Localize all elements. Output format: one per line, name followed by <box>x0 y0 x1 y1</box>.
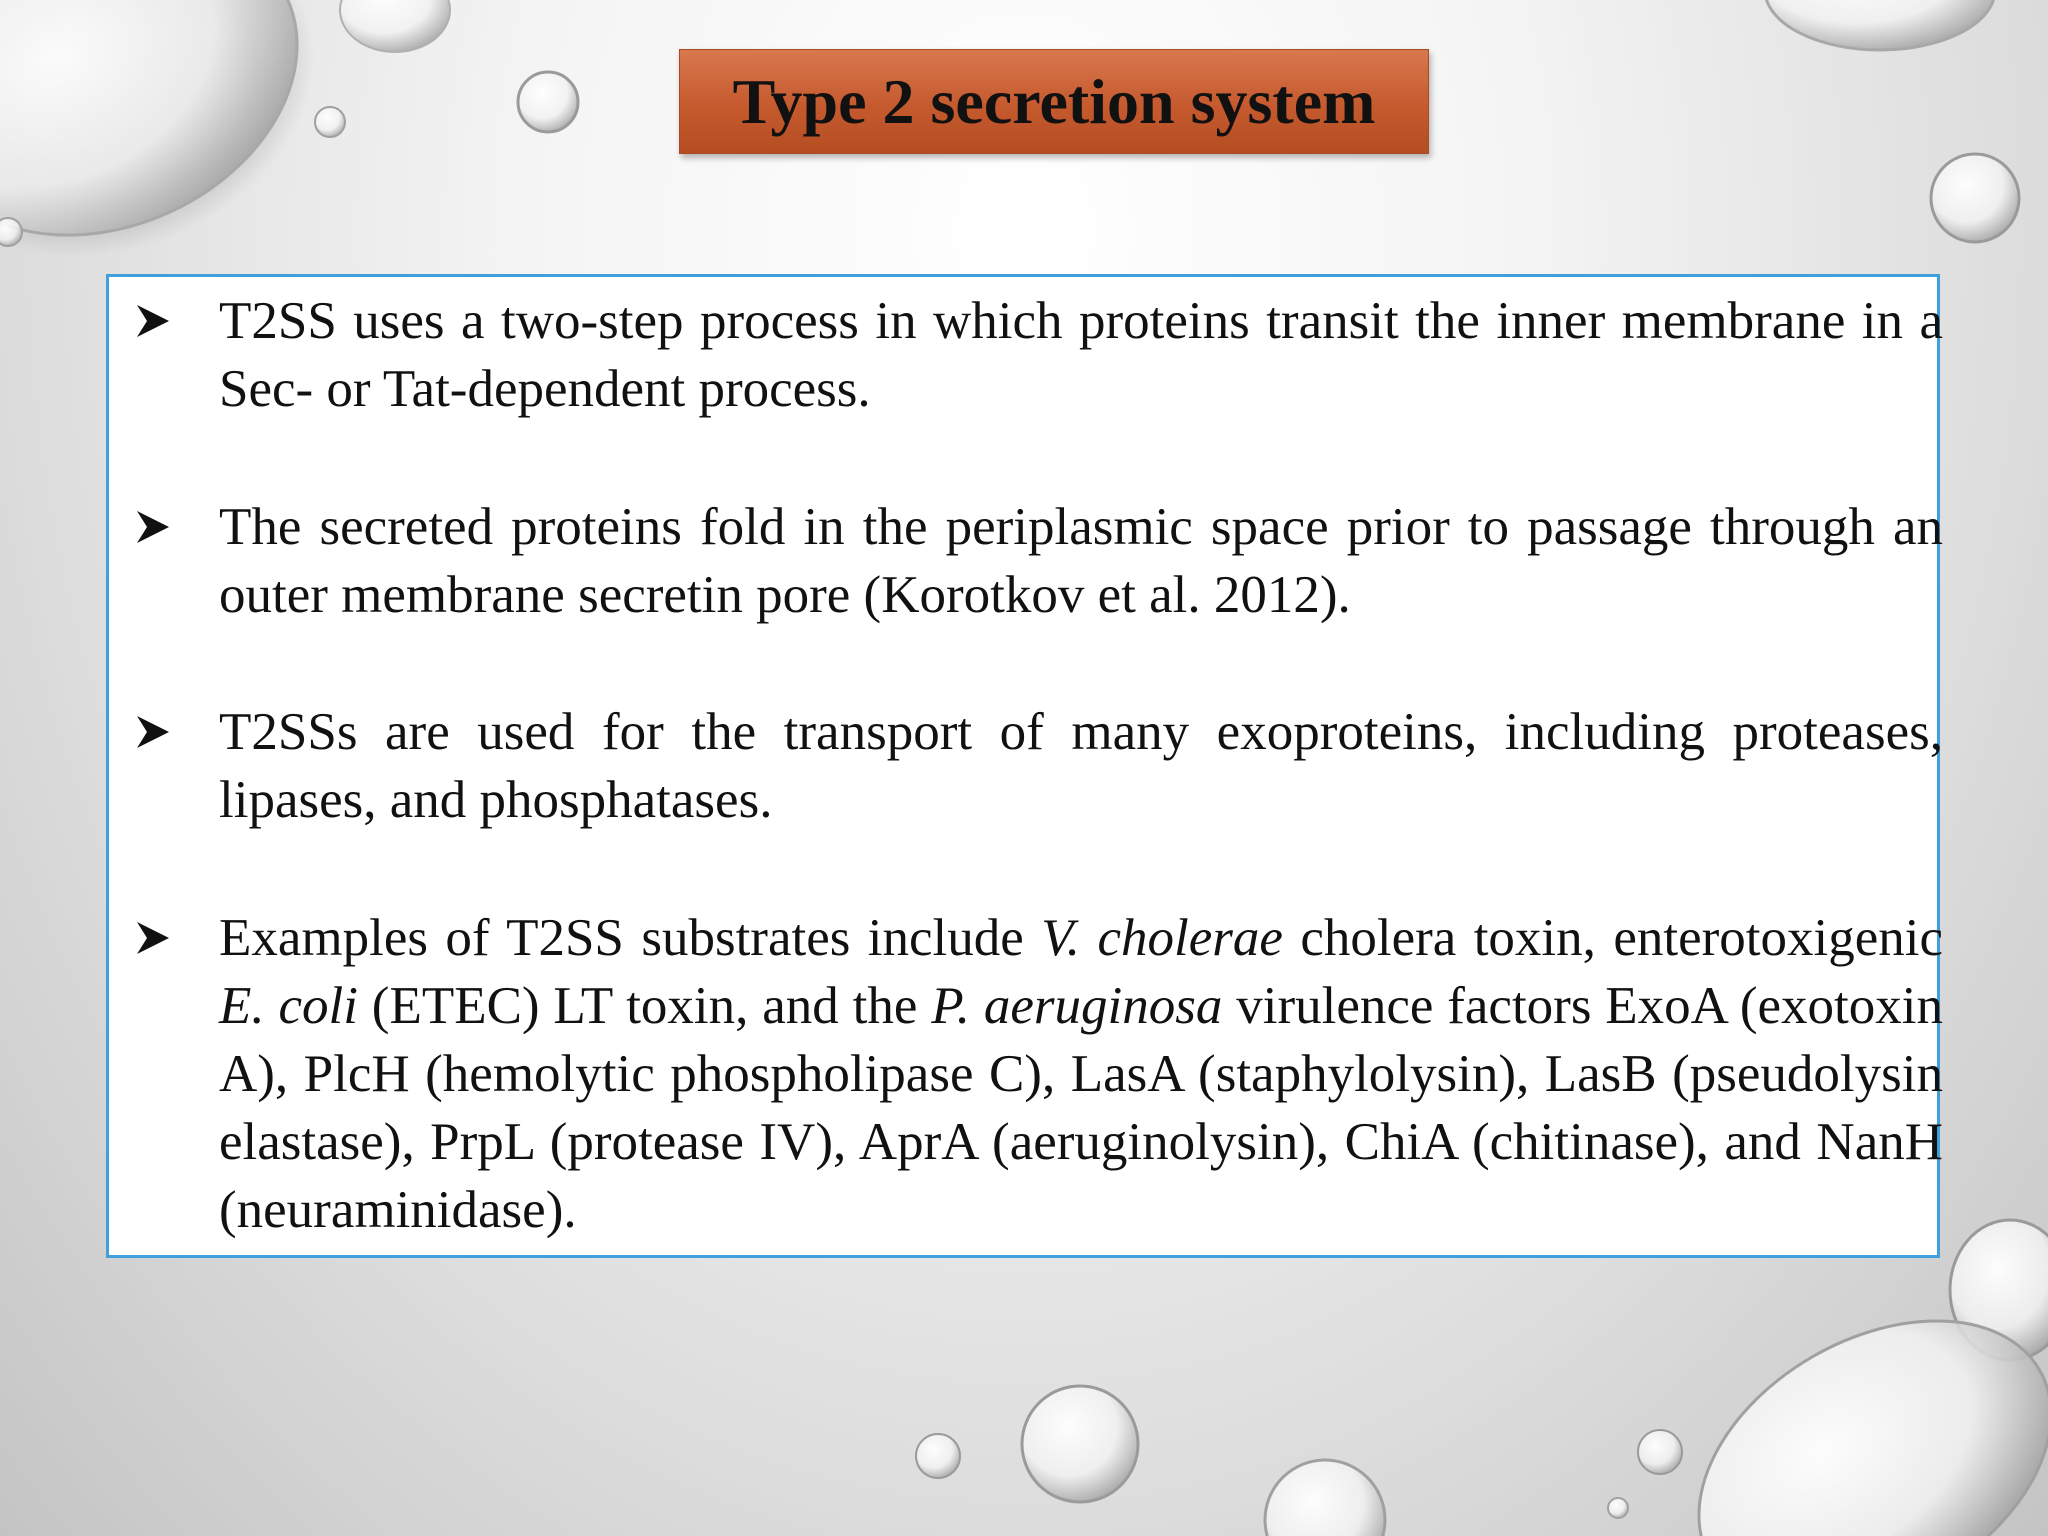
title-banner <box>679 49 1429 154</box>
bullet-item <box>133 493 1947 629</box>
bullet-item <box>133 904 1947 1244</box>
bullet-text-segment: The secreted proteins fold in the periplasmic space prior to passage through an outer membrane secretin pore (Korotkov et al. 2012). <box>219 498 1943 624</box>
droplet <box>340 0 450 52</box>
droplet <box>1638 1430 1682 1474</box>
bullet-text <box>219 698 1943 834</box>
bullet-text-segment: Examples of T2SS substrates include <box>219 909 1042 967</box>
bullet-text-segment: virulence factors ExoA (exotoxin A), PlcH (hemolytic phospholipase C), LasA (staphylolysin), LasB (pseudolysin elastase), PrpL (protease IV), AprA (aeruginolysin), ChiA (chitinase), and NanH (neuraminidase). <box>219 977 1944 1239</box>
arrowhead-bullet-icon <box>133 918 173 958</box>
bullet-item <box>133 698 1947 834</box>
droplet <box>916 1434 960 1478</box>
bullet-text <box>219 287 1943 423</box>
droplet <box>1931 154 2019 242</box>
arrowhead-bullet-icon <box>133 301 173 341</box>
droplet <box>1765 0 1995 50</box>
arrowhead-bullet-icon <box>133 507 173 547</box>
bullet-item <box>133 287 1947 423</box>
bullet-text-segment: (ETEC) LT toxin, and the <box>357 977 932 1035</box>
droplet <box>1022 1386 1138 1502</box>
slide-title: Type 2 secretion system <box>732 65 1376 137</box>
italic-term: E. coli <box>219 977 358 1035</box>
bullet-text <box>219 493 1943 629</box>
bullet-text <box>219 904 1943 1244</box>
bullet-text-segment: T2SS uses a two-step process in which proteins transit the inner membrane in a Sec- or Tat-dependent process. <box>219 292 1943 418</box>
droplet <box>0 0 369 319</box>
italic-term: P. aeruginosa <box>931 977 1223 1035</box>
content-box <box>106 274 1944 1258</box>
droplet <box>315 107 345 137</box>
droplet <box>1608 1498 1628 1518</box>
bullet-text-segment: cholera toxin, enterotoxigenic <box>1282 909 1943 967</box>
droplet <box>518 72 578 132</box>
italic-term: V. cholerae <box>1041 909 1283 967</box>
droplet <box>1265 1460 1385 1536</box>
droplet <box>0 218 22 246</box>
arrowhead-bullet-icon <box>133 712 173 752</box>
bullet-text-segment: T2SSs are used for the transport of many exoproteins, including proteases, lipases, and phosphatases. <box>219 703 1943 829</box>
